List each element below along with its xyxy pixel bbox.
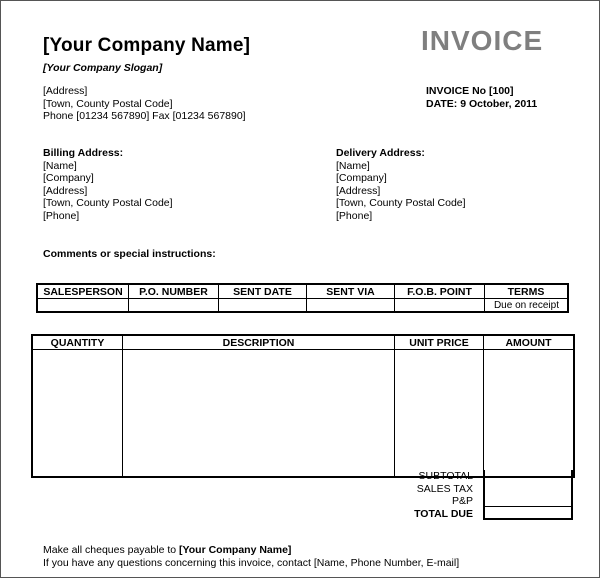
address-line: [Address] (43, 85, 88, 97)
col-header-salesperson: SALESPERSON (37, 284, 129, 299)
delivery-line: [Company] (336, 172, 387, 184)
col-header-description: DESCRIPTION (123, 335, 395, 350)
table-row (32, 350, 574, 478)
cell-quantity[interactable] (32, 350, 123, 478)
cell-terms[interactable]: Due on receipt (485, 299, 569, 313)
billing-line: [Town, County Postal Code] (43, 197, 173, 209)
pp-label: P&P (451, 495, 473, 507)
line-items-table (31, 334, 575, 478)
delivery-heading: Delivery Address: (336, 147, 425, 159)
cell-fob-point[interactable] (395, 299, 485, 313)
contact-line: If you have any questions concerning this invoice, contact [Name, Phone Number, E-mail] (43, 557, 460, 569)
comments-label: Comments or special instructions: (43, 248, 216, 260)
billing-line: [Company] (43, 172, 94, 184)
divider (485, 506, 571, 507)
delivery-line: [Phone] (336, 209, 373, 222)
company-slogan: [Your Company Slogan] (43, 62, 163, 74)
subtotal-label: SUBTOTAL (418, 470, 473, 482)
billing-heading: Billing Address: (43, 147, 124, 159)
table-header-row (32, 335, 574, 350)
cheque-line (43, 544, 459, 557)
delivery-line: [Name] (336, 159, 370, 172)
cheque-prefix: Make all cheques payable to (43, 544, 180, 556)
order-details-table (36, 283, 569, 313)
phone-fax-line: Phone [01234 567890] Fax [01234 567890] (43, 110, 246, 122)
col-header-amount: AMOUNT (484, 335, 575, 350)
cell-sent-date[interactable] (219, 299, 307, 313)
billing-address (43, 147, 173, 222)
cell-po-number[interactable] (129, 299, 219, 313)
col-header-sent-date: SENT DATE (219, 284, 307, 299)
cell-description[interactable] (123, 350, 395, 478)
cell-sent-via[interactable] (307, 299, 395, 313)
col-header-fob-point: F.O.B. POINT (395, 284, 485, 299)
delivery-address (336, 147, 466, 222)
cell-unit-price[interactable] (395, 350, 484, 478)
invoice-date: DATE: 9 October, 2011 (426, 97, 538, 110)
billing-line: [Name] (43, 159, 77, 172)
billing-line: [Phone] (43, 209, 80, 222)
col-header-quantity: QUANTITY (32, 335, 123, 350)
invoice-number: INVOICE No [100] (426, 85, 514, 97)
col-header-sent-via: SENT VIA (307, 284, 395, 299)
col-header-unit-price: UNIT PRICE (395, 335, 484, 350)
footer (43, 544, 459, 570)
cell-amount[interactable] (484, 350, 575, 478)
company-address (43, 85, 246, 123)
cell-salesperson[interactable] (37, 299, 129, 313)
billing-line: [Address] (43, 184, 88, 197)
col-header-terms: TERMS (485, 284, 569, 299)
totals-box[interactable] (483, 470, 573, 520)
address-line: [Town, County Postal Code] (43, 97, 173, 110)
total-due-label: TOTAL DUE (414, 507, 473, 520)
table-row (37, 299, 568, 313)
cheque-payee: [Your Company Name] (179, 544, 292, 556)
col-header-po-number: P.O. NUMBER (129, 284, 219, 299)
invoice-meta (426, 85, 537, 110)
table-header-row (37, 284, 568, 299)
sales-tax-label: SALES TAX (416, 482, 473, 495)
invoice-title: INVOICE (421, 25, 544, 56)
delivery-line: [Address] (336, 184, 381, 197)
company-name: [Your Company Name] (43, 35, 251, 56)
delivery-line: [Town, County Postal Code] (336, 197, 466, 209)
totals-labels (396, 470, 473, 520)
